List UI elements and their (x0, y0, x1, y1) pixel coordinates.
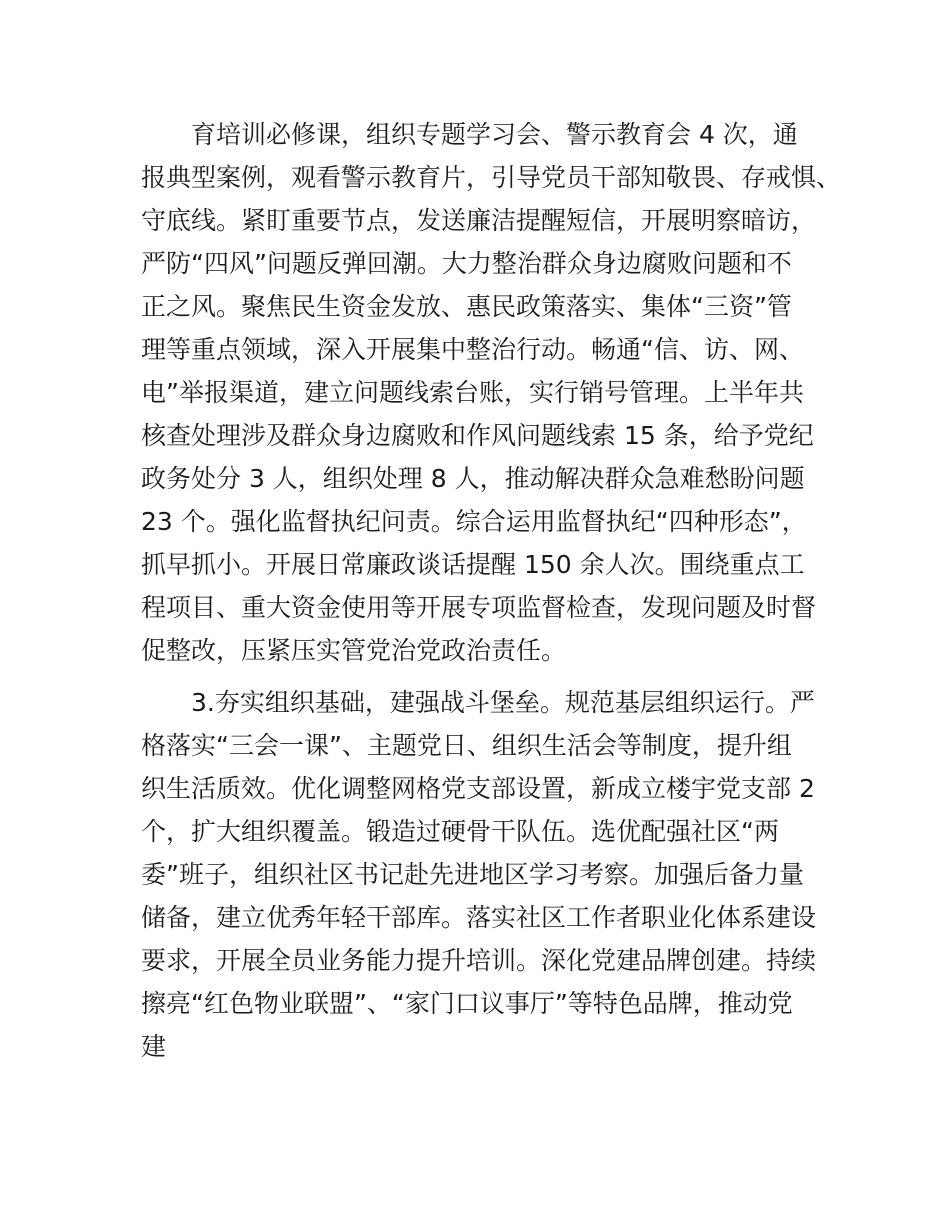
paragraph-1-line: 电”举报渠道，建立问题线索台账，实行销号管理。上半年共 (141, 378, 804, 407)
paragraph-1-line: 理等重点领域，深入开展集中整治行动。畅通“信、访、网、 (141, 335, 804, 364)
paragraph-2-line: 格落实“三会一课”、主题党日、组织生活会等制度，提升组 (141, 731, 792, 760)
paragraph-1-line: 核查处理涉及群众身边腐败和作风问题线索 15 条，给予党纪 (141, 421, 814, 450)
paragraph-1-line: 抓早抓小。开展日常廉政谈话提醒 150 余人次。围绕重点工 (141, 550, 805, 579)
paragraph-2-line: 储备，建立优秀年轻干部库。落实社区工作者职业化体系建设 (141, 903, 817, 932)
paragraph-1-line: 促整改，压紧压实管党治党政治责任。 (141, 636, 567, 665)
paragraph-1-line: 23 个。强化监督执纪问责。综合运用监督执纪“四种形态”， (141, 507, 807, 536)
paragraph-1-line: 报典型案例，观看警示教育片，引导党员干部知敬畏、存戒惧、 (141, 163, 842, 192)
paragraph-2-line: 3.夯实组织基础，建强战斗堡垒。规范基层组织运行。严 (191, 688, 815, 717)
paragraph-1-line: 政务处分 3 人，组织处理 8 人，推动解决群众急难愁盼问题 (141, 464, 805, 493)
paragraph-1-line: 守底线。紧盯重要节点，发送廉洁提醒短信，开展明察暗访， (141, 206, 817, 235)
paragraph-2-line: 擦亮“红色物业联盟”、“家门口议事厅”等特色品牌，推动党 (141, 989, 793, 1018)
paragraph-2-line: 织生活质效。优化调整网格党支部设置，新成立楼宇党支部 2 (141, 774, 815, 803)
paragraph-2-line: 委”班子，组织社区书记赴先进地区学习考察。加强后备力量 (141, 860, 804, 889)
paragraph-1-line: 正之风。聚焦民生资金发放、惠民政策落实、集体“三资”管 (141, 292, 792, 321)
paragraph-1-line: 育培训必修课，组织专题学习会、警示教育会 4 次，通 (191, 120, 798, 149)
paragraph-1-line: 程项目、重大资金使用等开展专项监督检查，发现问题及时督 (141, 593, 817, 622)
paragraph-2-line: 建 (141, 1032, 167, 1061)
paragraph-2-line: 要求，开展全员业务能力提升培训。深化党建品牌创建。持续 (141, 946, 817, 975)
paragraph-2-line: 个，扩大组织覆盖。锻造过硬骨干队伍。选优配强社区“两 (141, 817, 779, 846)
paragraph-1-line: 严防“四风”问题反弹回潮。大力整治群众身边腐败问题和不 (141, 249, 792, 278)
